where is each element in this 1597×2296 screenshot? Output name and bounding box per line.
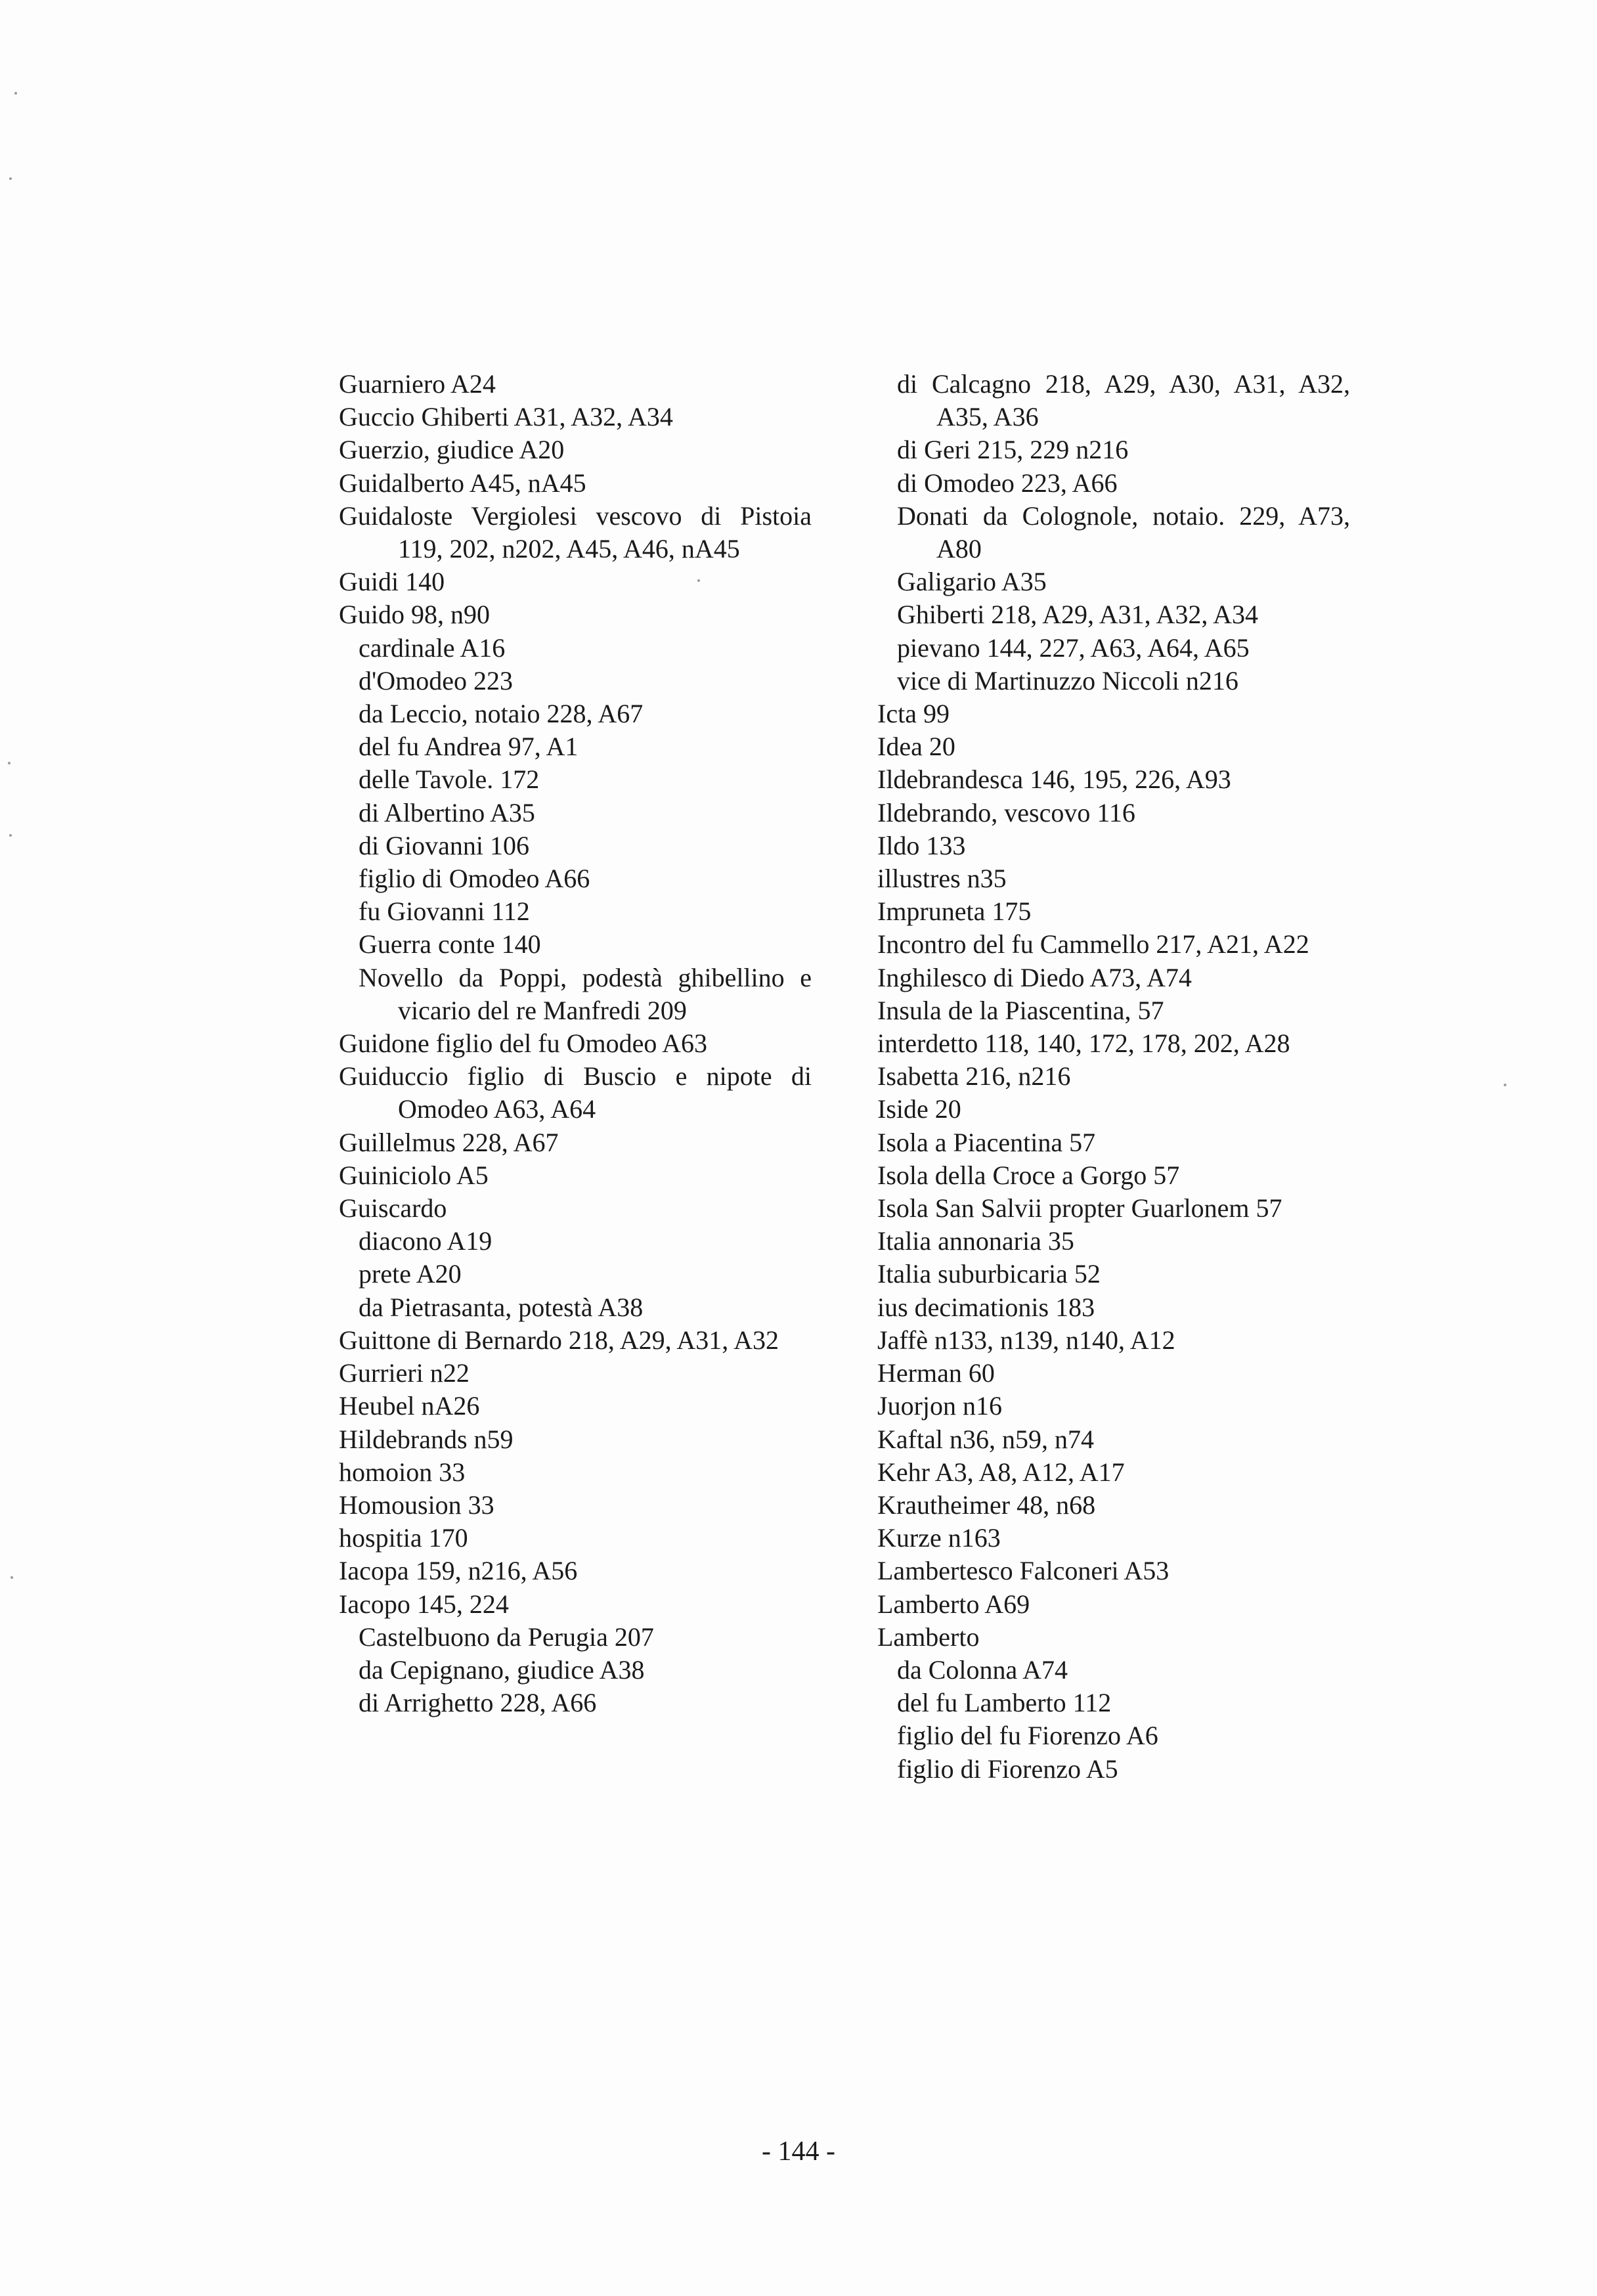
- index-entry: interdetto 118, 140, 172, 178, 202, A28: [877, 1028, 1290, 1059]
- index-entry: homoion 33: [339, 1457, 466, 1487]
- index-subentry: di Geri 215, 229 n216: [897, 435, 1129, 465]
- index-subentry: da Leccio, notaio 228, A67: [359, 699, 644, 729]
- index-subentry: da Pietrasanta, potestà A38: [359, 1292, 644, 1322]
- index-subentry: figlio di Fiorenzo A5: [897, 1754, 1118, 1784]
- index-entry: Guillelmus 228, A67: [339, 1127, 559, 1157]
- scan-speck: [9, 834, 12, 837]
- page-number: - 144 -: [762, 2136, 835, 2167]
- index-entry: Lamberto: [877, 1622, 980, 1652]
- index-subentry: cardinale A16: [359, 632, 506, 663]
- index-subentry: Galigario A35: [897, 567, 1047, 597]
- index-column-left: [339, 368, 812, 1719]
- index-entry: Guiduccio figlio di Buscio e nipote di Omodeo A63, A64: [339, 1061, 812, 1124]
- index-entry: Kurze n163: [877, 1523, 1001, 1553]
- index-subentry: da Cepignano, giudice A38: [359, 1654, 645, 1685]
- index-entry: Italia annonaria 35: [877, 1226, 1074, 1256]
- index-entry: Jaffè n133, n139, n140, A12: [877, 1325, 1175, 1355]
- index-subentry: di Arrighetto 228, A66: [359, 1688, 597, 1718]
- index-entry: Guccio Ghiberti A31, A32, A34: [339, 402, 673, 432]
- index-entry: Guiscardo: [339, 1193, 447, 1224]
- scan-speck: [9, 177, 12, 180]
- index-entry: illustres n35: [877, 864, 1007, 894]
- index-subentry: pievano 144, 227, A63, A64, A65: [897, 632, 1250, 663]
- index-entry: Impruneta 175: [877, 896, 1032, 927]
- index-subentry: di Giovanni 106: [359, 830, 529, 860]
- index-entry: Idea 20: [877, 732, 955, 762]
- index-subentry: Guerra conte 140: [359, 929, 541, 960]
- index-entry: Homousion 33: [339, 1490, 494, 1520]
- index-entry: Gurrieri n22: [339, 1358, 470, 1388]
- index-entry: Guerzio, giudice A20: [339, 435, 565, 465]
- index-subentry: delle Tavole. 172: [359, 764, 540, 795]
- index-entry: Lamberto A69: [877, 1589, 1030, 1619]
- index-entry: Guidalberto A45, nA45: [339, 468, 586, 498]
- index-entry: Ildebrandesca 146, 195, 226, A93: [877, 764, 1231, 795]
- index-subentry: del fu Lamberto 112: [897, 1688, 1112, 1718]
- index-subentry: d'Omodeo 223: [359, 665, 513, 695]
- index-subentry: Castelbuono da Perugia 207: [359, 1622, 654, 1652]
- index-subentry: da Colonna A74: [897, 1654, 1068, 1685]
- index-entry: Italia suburbicaria 52: [877, 1259, 1101, 1289]
- index-entry: Lambertesco Falconeri A53: [877, 1556, 1170, 1586]
- index-subentry: figlio di Omodeo A66: [359, 864, 590, 894]
- scan-speck: [1504, 1084, 1506, 1086]
- index-entry: Guidi 140: [339, 567, 445, 597]
- index-subentry: vice di Martinuzzo Niccoli n216: [897, 665, 1238, 695]
- index-entry: Heubel nA26: [339, 1391, 480, 1421]
- index-entry: Isola a Piacentina 57: [877, 1127, 1096, 1157]
- index-subentry: di Calcagno 218, A29, A30, A31, A32, A35, A36: [897, 369, 1350, 432]
- index-entry: Isola San Salvii propter Guarlonem 57: [877, 1193, 1282, 1224]
- index-entry: Kehr A3, A8, A12, A17: [877, 1457, 1125, 1487]
- index-entry: Isabetta 216, n216: [877, 1061, 1071, 1092]
- index-column-right: [877, 368, 1350, 1786]
- index-entry: Ildo 133: [877, 830, 966, 860]
- index-entry: hospitia 170: [339, 1523, 468, 1553]
- index-subentry: Ghiberti 218, A29, A31, A32, A34: [897, 600, 1259, 630]
- index-entry: Krautheimer 48, n68: [877, 1490, 1096, 1520]
- index-subentry: figlio del fu Fiorenzo A6: [897, 1721, 1158, 1751]
- index-subentry: del fu Andrea 97, A1: [359, 732, 579, 762]
- index-subentry: fu Giovanni 112: [359, 896, 530, 927]
- index-entry: ius decimationis 183: [877, 1292, 1095, 1322]
- index-entry: Hildebrands n59: [339, 1424, 514, 1454]
- index-subentry: Donati da Colognole, notaio. 229, A73, A80: [897, 500, 1350, 564]
- index-entry: Isola della Croce a Gorgo 57: [877, 1160, 1180, 1190]
- index-subentry: Novello da Poppi, podestà ghibellino e vicario del re Manfredi 209: [359, 962, 812, 1025]
- scan-speck: [11, 1576, 13, 1579]
- index-entry: Inghilesco di Diedo A73, A74: [877, 962, 1192, 992]
- index-subentry: diacono A19: [359, 1226, 492, 1256]
- index-entry: Guiniciolo A5: [339, 1160, 489, 1190]
- index-entry: Iside 20: [877, 1094, 961, 1124]
- index-entry: Icta 99: [877, 699, 950, 729]
- index-entry: Guidaloste Vergiolesi vescovo di Pistoia 119, 202, n202, A45, A46, nA45: [339, 500, 812, 564]
- index-entry: Guarniero A24: [339, 369, 496, 399]
- index-entry: Iacopa 159, n216, A56: [339, 1556, 578, 1586]
- index-entry: Guido 98, n90: [339, 600, 490, 630]
- scan-speck: [14, 92, 17, 95]
- index-entry: Herman 60: [877, 1358, 995, 1388]
- scan-speck: [8, 762, 11, 764]
- index-entry: Insula de la Piascentina, 57: [877, 995, 1164, 1025]
- index-entry: Guittone di Bernardo 218, A29, A31, A32: [339, 1325, 779, 1355]
- index-entry: Incontro del fu Cammello 217, A21, A22: [877, 929, 1309, 960]
- index-entry: Iacopo 145, 224: [339, 1589, 509, 1619]
- index-subentry: prete A20: [359, 1259, 462, 1289]
- index-entry: Kaftal n36, n59, n74: [877, 1424, 1094, 1454]
- index-subentry: di Albertino A35: [359, 797, 535, 828]
- index-entry: Guidone figlio del fu Omodeo A63: [339, 1028, 708, 1059]
- index-subentry: di Omodeo 223, A66: [897, 468, 1118, 498]
- index-entry: Ildebrando, vescovo 116: [877, 797, 1135, 828]
- index-entry: Juorjon n16: [877, 1391, 1002, 1421]
